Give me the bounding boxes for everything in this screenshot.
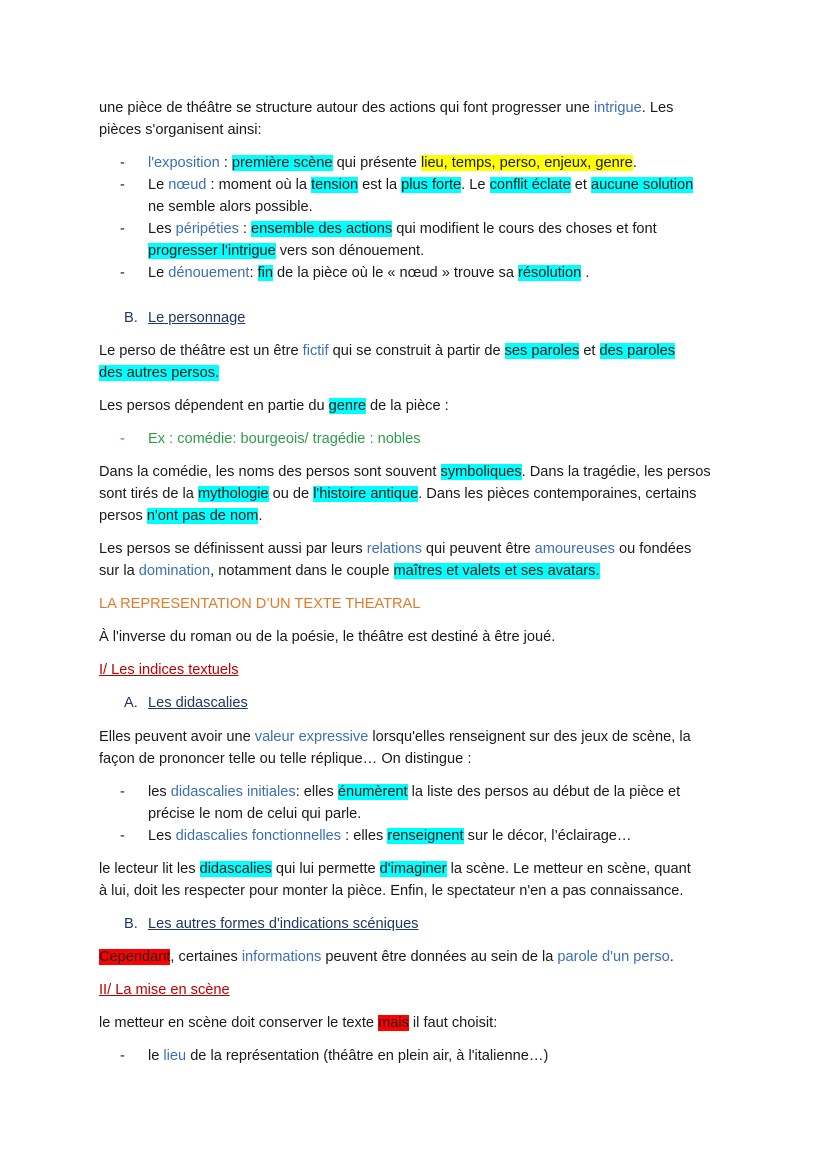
highlight: progresser l'intrigue [148,243,276,259]
text: : [219,155,232,171]
highlight: conflit éclate [489,177,571,193]
chapter-title [99,593,739,615]
text: peuvent être données au sein de la [321,949,558,965]
text: Le perso de théâtre est un être [99,343,303,359]
text: lorsqu'elles renseignent sur des jeux de scène, la [368,729,691,745]
text: les [148,784,171,800]
keyword: didascalies initiales [170,784,296,800]
text: Le [148,265,169,281]
text: . [632,155,637,171]
section-title: Les didascalies [148,695,248,711]
highlight: tension [311,177,359,193]
text: : [249,265,258,281]
list-item-continuation [120,803,760,825]
text: : elles [341,828,388,844]
section-heading [124,692,248,714]
list-item [120,1045,760,1067]
part-heading [99,979,739,1001]
text: sont tirés de la [99,486,198,502]
part-title: I/ Les indices textuels [99,662,239,678]
text: : [238,221,252,237]
highlight: genre [328,398,366,414]
keyword: l'exposition [148,155,220,171]
text: la scène. Le metteur en scène, quant [446,861,691,877]
paragraph [99,340,739,384]
keyword: amoureuses [534,541,615,557]
keyword: péripéties [175,221,239,237]
text: le [148,1048,164,1064]
text: Elles peuvent avoir une [99,729,255,745]
highlight: maîtres et valets et ses avatars. [393,563,600,579]
text: . [581,265,590,281]
section-title: Les autres formes d'indications scéniques [148,916,419,932]
highlight: didascalies [199,861,272,877]
part-title: II/ La mise en scène [99,982,230,998]
text: qui modifient le cours des choses et font [392,221,657,237]
structure-list [120,152,760,284]
highlight: aucune solution [590,177,694,193]
bullet-dash: - [120,828,125,844]
list-item [120,218,760,240]
text: ou de [268,486,314,502]
text: . Dans la tragédie, les persos [521,464,711,480]
list-item-continuation [120,240,760,262]
bullet-dash: - [120,265,125,281]
text: qui présente [332,155,421,171]
highlight: l'histoire antique [313,486,419,502]
section-label: B. [124,310,138,326]
part-heading [99,659,739,681]
text: , notamment dans le couple [210,563,394,579]
section-title: Le personnage [148,310,246,326]
text: Les [148,221,176,237]
highlight: énumèrent [337,784,408,800]
text: Les persos dépendent en partie du [99,398,329,414]
section-label: A. [124,695,138,711]
text: Le [148,177,169,193]
keyword: dénouement [168,265,250,281]
paragraph [99,395,739,417]
text: façon de prononcer telle ou telle réplique… On distingue : [99,751,472,767]
bullet-dash: - [120,431,125,447]
text: ne semble alors possible. [148,199,313,215]
text: vers son dénouement. [275,243,425,259]
section-label: B. [124,916,138,932]
list-item [120,781,760,803]
bullet-dash: - [120,155,125,171]
bullet-dash: - [120,221,125,237]
highlight-red: mais [378,1015,409,1031]
section-heading [124,307,245,329]
paragraph [99,726,739,770]
highlight: ensemble des actions [251,221,393,237]
highlight: symboliques [440,464,522,480]
list-item [120,262,760,284]
paragraph [99,858,739,902]
mise-en-scene-list [120,1045,760,1067]
highlight: d'imaginer [379,861,447,877]
text: sur la [99,563,139,579]
highlight-red: Cependant [99,949,171,965]
text: qui se construit à partir de [328,343,505,359]
keyword: didascalies fonctionnelles [175,828,342,844]
text: Les [148,828,176,844]
text: . [258,508,263,524]
text: À l'inverse du roman ou de la poésie, le théâtre est destiné à être joué. [99,629,556,645]
text: ou fondées [614,541,692,557]
highlight: lieu, temps, perso, enjeux, genre [420,155,633,171]
paragraph [99,946,739,968]
bullet-dash: - [120,784,125,800]
list-item [120,152,760,174]
highlight: renseignent [387,828,464,844]
keyword: nœud [168,177,207,193]
text: : moment où la [206,177,312,193]
text: . [669,949,674,965]
highlight: mythologie [197,486,269,502]
text: pièces s'organisent ainsi: [99,122,262,138]
example-list [120,428,760,450]
keyword: lieu [163,1048,187,1064]
text: à lui, doit les respecter pour monter la pièce. Enfin, le spectateur n'en a pas connaissance. [99,883,684,899]
keyword: informations [241,949,322,965]
keyword: intrigue [593,100,642,116]
text: . Le [461,177,490,193]
text: sur le décor, l’éclairage… [463,828,632,844]
text: : elles [295,784,338,800]
list-item [120,174,760,196]
section-heading [124,913,418,935]
text: . Dans les pièces contemporaines, certains [418,486,697,502]
paragraph [99,461,739,527]
paragraph [99,538,739,582]
paragraph [99,1012,739,1034]
text: . Les [641,100,674,116]
text: Dans la comédie, les noms des persos sont souvent [99,464,441,480]
text: et [570,177,591,193]
keyword: parole d'un perso [557,949,670,965]
chapter-title-text: LA REPRESENTATION D’UN TEXTE THEATRAL [99,596,421,612]
highlight: fin [257,265,273,281]
keyword: valeur expressive [254,729,369,745]
didascalies-list [120,781,760,847]
text: qui peuvent être [421,541,535,557]
text: de la représentation (théâtre en plein air, à l'italienne…) [186,1048,549,1064]
text: est la [358,177,402,193]
bullet-dash: - [120,177,125,193]
list-item [120,428,760,450]
list-item [120,825,760,847]
highlight: n'ont pas de nom [146,508,259,524]
highlight: ses paroles [504,343,580,359]
text: précise le nom de celui qui parle. [148,806,362,822]
text: il faut choisit: [408,1015,498,1031]
text: Les persos se définissent aussi par leurs [99,541,367,557]
bullet-dash: - [120,1048,125,1064]
text: de la pièce : [365,398,449,414]
text: persos [99,508,147,524]
highlight: des paroles [599,343,675,359]
highlight: des autres persos. [99,365,220,381]
example-text: Ex : comédie: bourgeois/ tragédie : nobles [148,431,421,447]
text: de la pièce où le « nœud » trouve sa [272,265,518,281]
highlight: résolution [518,265,582,281]
text: la liste des persos au début de la pièce et [407,784,681,800]
keyword: relations [366,541,422,557]
text: le metteur en scène doit conserver le texte [99,1015,379,1031]
text: , certaines [170,949,242,965]
text: et [579,343,600,359]
text: le lecteur lit les [99,861,200,877]
text: qui lui permette [271,861,380,877]
text: une pièce de théâtre se structure autour des actions qui font progresser une [99,100,594,116]
paragraph [99,626,739,648]
keyword: domination [138,563,211,579]
keyword: fictif [302,343,329,359]
list-item-continuation [120,196,760,218]
highlight: première scène [231,155,333,171]
intro-paragraph [99,97,739,141]
highlight: plus forte [401,177,462,193]
